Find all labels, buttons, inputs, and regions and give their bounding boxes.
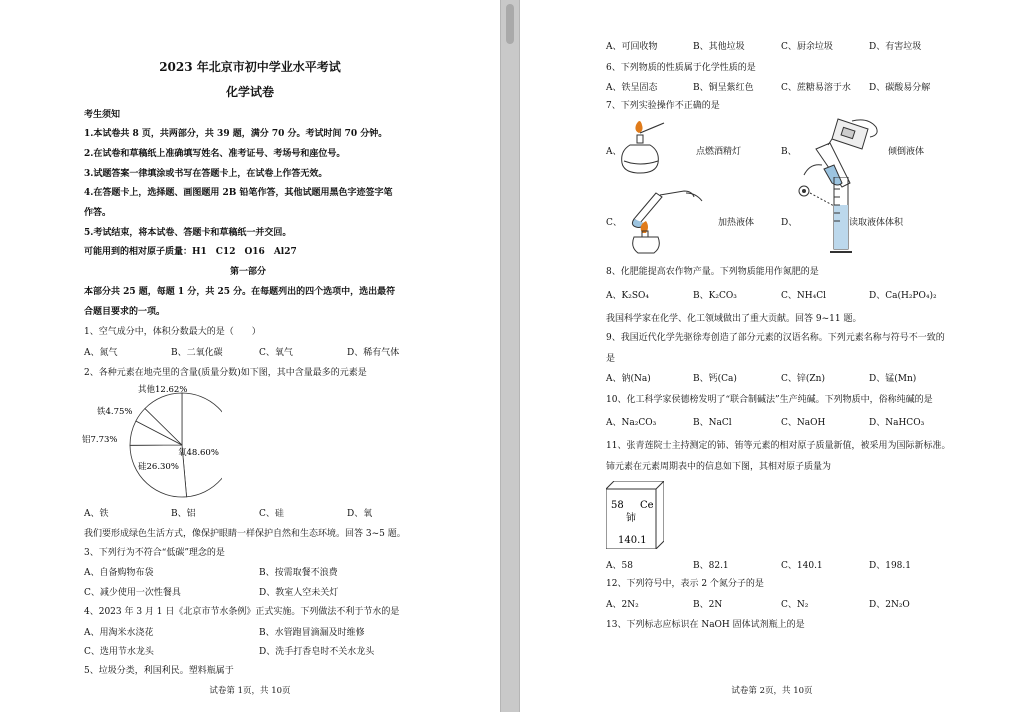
option: D、有害垃圾 (869, 42, 922, 52)
question-9: 9、我国近代化学先驱徐寿创造了部分元素的汉语名称。下列元素名称与符号不一致的 (606, 333, 945, 343)
question-9-cont: 是 (606, 354, 616, 364)
option: A、2N₂ (606, 600, 639, 610)
part-one-intro: 合题目要求的一项。 (84, 307, 166, 317)
option: B、 (781, 147, 797, 157)
option: C、NH₄Cl (781, 291, 826, 301)
option: A、钠(Na) (606, 374, 651, 384)
option: D、碳酸易分解 (869, 83, 931, 93)
option: C、NaOH (781, 418, 826, 428)
question-13: 13、下列标志应标识在 NaOH 固体试剂瓶上的是 (606, 620, 805, 630)
option: A、铁呈固态 (606, 83, 658, 93)
option: B、铝 (171, 509, 196, 519)
option: B、按需取餐不浪费 (259, 568, 338, 578)
option: B、NaCl (693, 418, 732, 428)
pie-label-other: 其他12.62% (138, 385, 188, 395)
notice-line: 2.在试卷和草稿纸上准确填写姓名、准考证号、考场号和座位号。 (84, 149, 346, 159)
atomic-masses: 可能用到的相对原子质量：H1 C12 O16 Al27 (84, 247, 297, 257)
question-6: 6、下列物质的性质属于化学性质的是 (606, 63, 756, 73)
notice-line: 3.试题答案一律填涂或书写在答题卡上，在试卷上作答无效。 (84, 169, 328, 179)
option: D、氧 (347, 509, 373, 519)
part-one-heading: 第一部分 (230, 267, 267, 277)
element-number: 58 (611, 500, 624, 511)
exam-page-2 (520, 0, 1024, 712)
option: D、2N₂O (869, 600, 910, 610)
option: A、用淘米水浇花 (84, 628, 154, 638)
question-10: 10、化工科学家侯德榜发明了“联合制碱法”生产纯碱。下列物质中，俗称纯碱的是 (606, 395, 933, 405)
question-8: 8、化肥能提高农作物产量。下列物质能用作氮肥的是 (606, 267, 819, 277)
exam-title: 2023 年北京市初中学业水平考试 (159, 60, 341, 74)
notice-line: 1.本试卷共 8 页，共两部分，共 39 题，满分 70 分。考试时间 70 分钟。 (84, 129, 388, 139)
option: C、蔗糖易溶于水 (781, 83, 851, 93)
option: B、钙(Ca) (693, 374, 737, 384)
option: D、198.1 (869, 561, 911, 571)
option: C、硅 (259, 509, 284, 519)
question-1: 1、空气成分中，体积分数最大的是（ ） (84, 327, 261, 337)
option: D、Ca(H₂PO₄)₂ (869, 291, 937, 301)
pie-slice-oxygen (182, 393, 222, 497)
option: B、其他垃圾 (693, 42, 745, 52)
question-3: 3、下列行为不符合“低碳”理念的是 (84, 548, 225, 558)
option: A、铁 (84, 509, 109, 519)
pie-label-silicon: 硅26.30% (138, 462, 179, 472)
option-caption: 点燃酒精灯 (696, 147, 742, 157)
option: C、氧气 (259, 348, 293, 358)
notice-heading: 考生须知 (84, 110, 121, 120)
pie-label-aluminum: 铝7.73% (82, 435, 118, 445)
option-caption: 加热液体 (718, 218, 755, 228)
option-caption: 倾倒液体 (888, 147, 925, 157)
option: B、铜呈紫红色 (693, 83, 754, 93)
element-symbol: Ce (640, 500, 654, 511)
option: C、锌(Zn) (781, 374, 825, 384)
page-footer: 试卷第 2页，共 10页 (731, 686, 813, 696)
option: D、教室人空未关灯 (259, 588, 339, 598)
option-caption: 读取液体体积 (849, 218, 904, 228)
option: D、稀有气体 (347, 348, 400, 358)
option: C、厨余垃圾 (781, 42, 833, 52)
option: D、NaHCO₃ (869, 418, 925, 428)
option: B、二氧化碳 (171, 348, 223, 358)
crust-composition-pie-chart (82, 380, 222, 502)
exam-page-1 (0, 0, 500, 712)
alcohol-lamp-lighting-illustration (620, 117, 672, 177)
part-one-intro: 本部分共 25 题，每题 1 分，共 25 分。在每题列出的四个选项中，选出最符 (84, 287, 396, 297)
scrollbar-thumb[interactable] (506, 4, 514, 44)
question-11: 11、张青莲院士主持测定的铈、铕等元素的相对原子质量新值，被采用为国际新标准。 (606, 441, 951, 451)
option: B、2N (693, 600, 723, 610)
option: C、140.1 (781, 561, 823, 571)
context-text: 我们要形成绿色生活方式，像保护眼睛一样保护自然和生态环境。回答 3~5 题。 (84, 529, 406, 539)
question-4: 4、2023 年 3 月 1 日《北京市节水条例》正式实施。下列做法不利于节水的是 (84, 607, 400, 617)
option: A、 (606, 147, 622, 157)
pie-label-oxygen: 氧48.60% (178, 448, 219, 458)
option: A、自备购物布袋 (84, 568, 154, 578)
option: B、K₂CO₃ (693, 291, 737, 301)
question-7: 7、下列实验操作不正确的是 (606, 101, 720, 111)
context-text: 我国科学家在化学、化工领域做出了重大贡献。回答 9~11 题。 (606, 314, 862, 324)
notice-line: 5.考试结束，将本试卷、答题卡和草稿纸一并交回。 (84, 228, 292, 238)
option: A、氮气 (84, 348, 118, 358)
option: A、可回收物 (606, 42, 658, 52)
option: C、 (606, 218, 622, 228)
option: A、K₂SO₄ (606, 291, 649, 301)
option: A、Na₂CO₃ (606, 418, 657, 428)
exam-subtitle: 化学试卷 (225, 85, 274, 99)
option: A、58 (606, 561, 633, 571)
question-11-cont: 铈元素在元素周期表中的信息如下图，其相对原子质量为 (606, 462, 832, 472)
question-5: 5、垃圾分类，利国利民。塑料瓶属于 (84, 666, 234, 676)
option: C、选用节水龙头 (84, 647, 154, 657)
option: B、82.1 (693, 561, 729, 571)
pie-label-iron: 铁4.75% (97, 407, 133, 417)
option: C、减少使用一次性餐具 (84, 588, 181, 598)
notice-line: 作答。 (84, 208, 112, 218)
option: D、锰(Mn) (869, 374, 917, 384)
page-footer: 试卷第 1页，共 10页 (209, 686, 291, 696)
page-gutter (500, 0, 520, 712)
notice-line: 4.在答题卡上，选择题、画图题用 2B 铅笔作答，其他试题用黑色字迹签字笔 (84, 188, 393, 198)
heating-liquid-illustration (620, 187, 710, 257)
element-tile-cerium (606, 481, 664, 549)
option: C、N₂ (781, 600, 809, 610)
element-mass: 140.1 (618, 535, 647, 546)
option: B、水管跑冒滴漏及时维修 (259, 628, 365, 638)
question-2: 2、各种元素在地壳里的含量(质量分数)如下图，其中含量最多的元素是 (84, 368, 367, 378)
option: D、洗手打香皂时不关水龙头 (259, 647, 375, 657)
question-12: 12、下列符号中，表示 2 个氮分子的是 (606, 579, 764, 589)
option: D、 (781, 218, 798, 228)
element-name: 铈 (626, 513, 636, 524)
